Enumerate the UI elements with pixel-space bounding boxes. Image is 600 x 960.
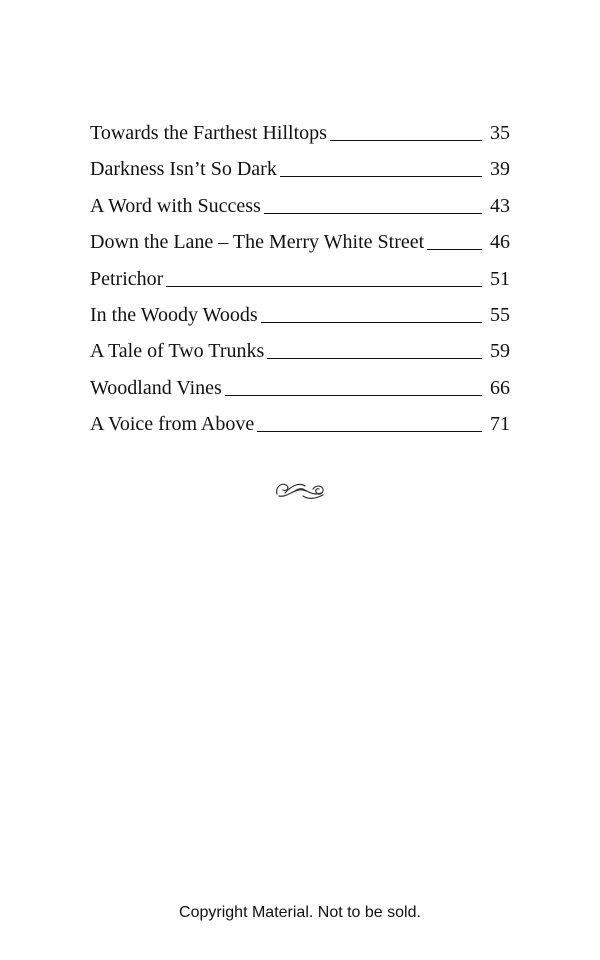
toc-entry-page: 35 xyxy=(490,122,510,144)
toc-leader-line xyxy=(225,395,482,396)
toc-leader-line xyxy=(330,140,482,141)
toc-entry-page: 39 xyxy=(490,158,510,181)
toc-entry-page: 66 xyxy=(490,376,510,399)
toc-entry-title: Towards the Farthest Hilltops xyxy=(90,122,327,144)
toc-entry-title: Darkness Isn’t So Dark xyxy=(90,158,277,181)
toc-leader-line xyxy=(267,358,482,359)
toc-entry-page: 46 xyxy=(490,231,510,254)
toc-entry-title: Woodland Vines xyxy=(90,376,222,399)
toc-entry-page: 59 xyxy=(490,340,510,363)
toc-entry-title: Down the Lane – The Merry White Street xyxy=(90,231,425,254)
toc-leader-line xyxy=(257,431,482,432)
toc-entry-title: A Tale of Two Trunks xyxy=(90,340,265,363)
flourish-ornament-icon xyxy=(273,476,327,502)
toc-entry xyxy=(90,231,510,267)
toc-entry xyxy=(90,377,510,413)
toc-leader-line xyxy=(427,249,482,250)
toc-entry xyxy=(90,304,510,340)
toc-entry xyxy=(90,340,510,376)
toc-entry-title: A Voice from Above xyxy=(90,413,255,436)
toc-entry-title: In the Woody Woods xyxy=(90,303,258,326)
toc-leader-line xyxy=(264,213,482,214)
toc-entry-title: Petrichor xyxy=(90,267,164,290)
copyright-footer: Copyright Material. Not to be sold. xyxy=(179,904,421,921)
toc-entry-page: 71 xyxy=(490,413,510,436)
toc-entry-page: 51 xyxy=(490,267,510,290)
toc-entry-page: 55 xyxy=(490,303,510,326)
toc-entry-title: A Word with Success xyxy=(90,194,261,217)
toc-entry xyxy=(90,195,510,231)
toc-leader-line xyxy=(166,286,482,287)
toc-entry xyxy=(90,413,510,449)
toc-entry-page: 43 xyxy=(490,194,510,217)
table-of-contents xyxy=(90,122,510,450)
toc-entry xyxy=(90,122,510,158)
toc-leader-line xyxy=(280,176,482,177)
toc-entry xyxy=(90,268,510,304)
toc-leader-line xyxy=(261,322,482,323)
toc-entry xyxy=(90,158,510,194)
